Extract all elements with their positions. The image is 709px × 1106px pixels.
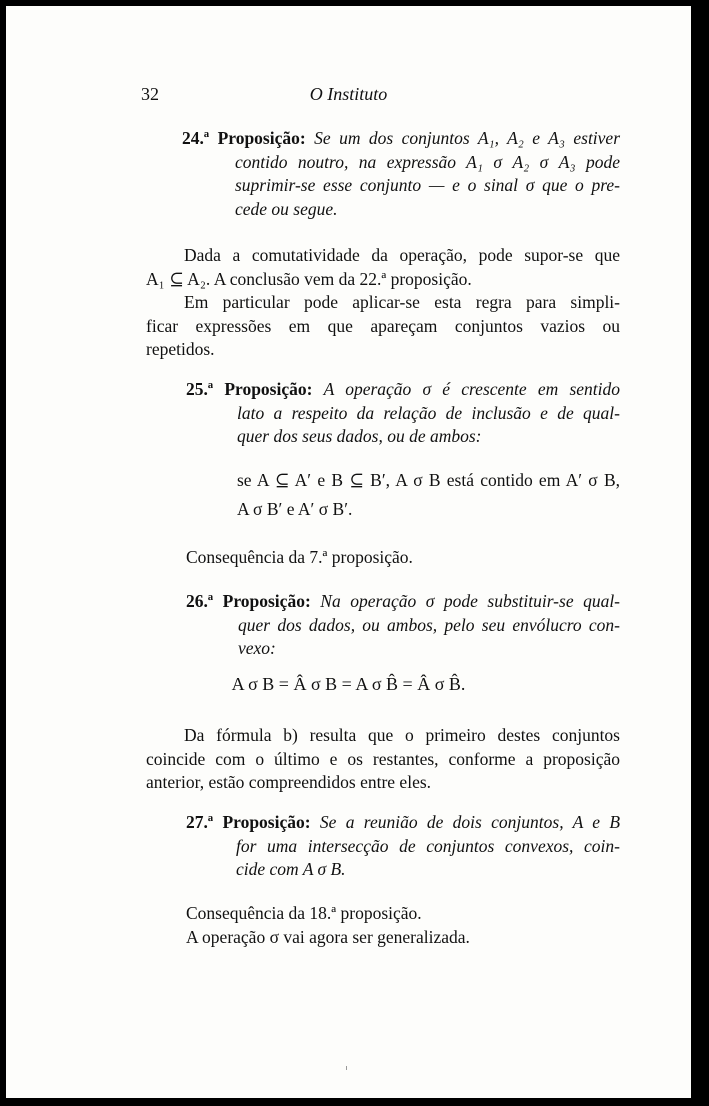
prop24-heading: Proposição: (217, 128, 306, 148)
prop27-number: 27.ª (186, 812, 214, 832)
para24-line-2: A₁ ⊆ A₂. A conclusão vem da 22.ª proposição. (146, 268, 472, 289)
prop25-number: 25.ª (186, 379, 214, 399)
prop25-line-1 (186, 378, 620, 402)
prop27-statement-line-1: Se a reunião de dois conjuntos, A e B (319, 812, 621, 832)
paragraph-after-26 (146, 724, 620, 795)
prop26-statement-line-3: vexo: (238, 638, 276, 658)
para26-line-3: anterior, estão compreendidos entre eles. (146, 772, 432, 792)
prop25-statement-line-3: quer dos seus dados, ou de ambos: (237, 426, 482, 446)
para27-line-1: Consequência da 18.ª proposição. (186, 903, 422, 923)
prop25-statement-line-2: lato a respeito da relação de inclusão e de qual- (237, 402, 620, 423)
prop27-heading: Proposição: (222, 812, 311, 832)
prop27-statement-line-2: for uma intersecção de conjuntos convexos, coin- (236, 835, 620, 856)
prop27-statement-line-3: cide com A σ B. (236, 859, 346, 879)
prop25-condition-line-2: A σ B′ e A′ σ B′. (237, 499, 353, 519)
prop24-statement-line-4: cede ou segue. (235, 198, 338, 219)
proposition-26 (186, 590, 620, 661)
prop26-statement-line-1: Na operação σ pode substituir-se qual- (320, 591, 621, 611)
proposition-24 (182, 127, 620, 221)
prop25-condition (237, 466, 620, 524)
prop26-line-1 (186, 590, 620, 614)
proposition-25 (186, 378, 620, 449)
prop25-condition-line-1: se A ⊆ A′ e B ⊆ B′, A σ B está contido em A′ σ B, (237, 470, 620, 490)
prop26-statement-line-2: quer dos dados, ou ambos, pelo seu envólucro con- (238, 614, 620, 635)
paragraph-after-24 (146, 244, 620, 362)
running-title: O Instituto (309, 84, 388, 104)
para26-line-1: Da fórmula b) resulta que o primeiro destes conjuntos (184, 725, 620, 745)
prop25-heading: Proposição: (224, 379, 313, 399)
prop26-number: 26.ª (186, 591, 214, 611)
page-foot-mark (346, 1066, 347, 1070)
prop24-statement-line-3: suprimir-se esse conjunto — e o sinal σ que o pre- (235, 175, 620, 195)
para26-line-2: coincide com o último e os restantes, conforme a proposição (146, 748, 620, 769)
prop27-line-1 (186, 811, 620, 835)
para24-line-5: repetidos. (146, 339, 215, 359)
para24-line-1: Dada a comutatividade da operação, pode supor-se que (184, 245, 620, 265)
para24-line-3: Em particular pode aplicar-se esta regra para simpli- (184, 292, 620, 312)
para24-line-4: ficar expressões em que apareçam conjuntos vazios ou (146, 315, 620, 336)
page-number: 32 (141, 84, 159, 104)
prop24-statement-line-2: contido noutro, na expressão A₁ σ A₂ σ A₃ pode (235, 151, 620, 172)
paragraph-after-25: Consequência da 7.ª proposição. (186, 547, 413, 567)
prop25-statement-line-1: A operação σ é crescente em sentido (323, 379, 621, 399)
page (6, 6, 691, 1098)
prop24-number: 24.ª (182, 128, 210, 148)
prop26-formula: A σ B = Â σ B = A σ B̂ = Â σ B̂. (231, 674, 466, 694)
proposition-27 (186, 811, 620, 882)
para27-line-2: A operação σ vai agora ser generalizada. (186, 926, 470, 947)
paragraph-after-27 (186, 902, 620, 949)
prop26-heading: Proposição: (222, 591, 311, 611)
prop24-line-1 (182, 127, 620, 151)
prop24-statement-line-1: Se um dos conjuntos A₁, A₂ e A₃ estiver (314, 128, 621, 148)
